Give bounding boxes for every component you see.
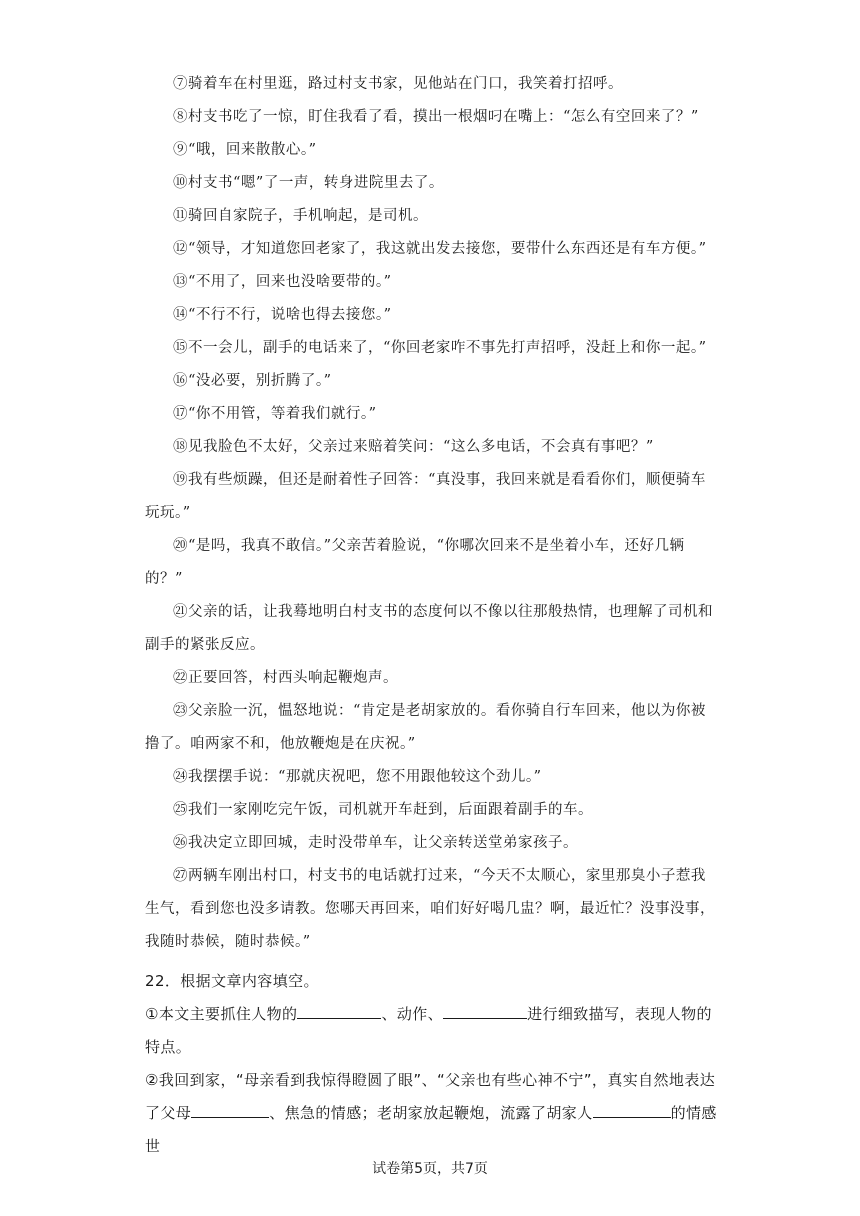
paragraph-12: ⑫“领导，才知道您回老家了，我这就出发去接您，要带什么东西还是有车方便。”: [173, 241, 707, 257]
paragraph-22: ㉒正要回答，村西头响起鞭炮声。: [173, 670, 398, 686]
paragraph-17: ⑰“你不用管，等着我们就行。”: [173, 406, 377, 422]
item-1-text-c: 进行细致描写，表现人物的特点。: [145, 1005, 712, 1056]
answer-blank-4[interactable]: [593, 1100, 671, 1118]
paragraph-18: ⑱见我脸色不太好，父亲过来赔着笑问：“这么多电话，不会真有事吧？”: [173, 439, 654, 455]
question-item-2: [145, 1064, 725, 1163]
answer-blank-2[interactable]: [443, 1001, 527, 1019]
answer-blank-3[interactable]: [191, 1100, 269, 1118]
item-2-text-c: 的情感世: [145, 1104, 717, 1155]
question-item-1: [145, 998, 725, 1064]
paragraph-15: ⑮不一会儿，副手的电话来了，“你回老家咋不事先打声招呼，没赶上和你一起。”: [173, 340, 707, 356]
item-2-text-b: 、焦急的情感；老胡家放起鞭炮，流露了胡家人: [269, 1104, 593, 1122]
paragraph-10: ⑩村支书“嗯”了一声，转身进院里去了。: [173, 175, 444, 191]
paragraph-11: ⑪骑回自家院子，手机响起，是司机。: [173, 208, 428, 224]
answer-blank-1[interactable]: [297, 1001, 381, 1019]
paragraph-19: ⑲我有些烦躁，但还是耐着性子回答：“真没事，我回来就是看看你们，顺便骑车玩玩。”: [145, 472, 706, 521]
paragraph-21: ㉑父亲的话，让我蓦地明白村支书的态度何以不像以往那般热情，也理解了司机和副手的紧张反应。: [145, 604, 713, 653]
paragraph-25: ㉕我们一家刚吃完午饭，司机就开车赶到，后面跟着副手的车。: [173, 802, 593, 818]
item-2-text-a: ②我回到家，“母亲看到我惊得瞪圆了眼”、“父亲也有些心神不宁”，真实自然地表达了父母: [145, 1071, 716, 1122]
paragraph-8: ⑧村支书吃了一惊，盯住我看了看，摸出一根烟叼在嘴上：“怎么有空回来了？”: [173, 109, 699, 125]
paragraph-7: ⑦骑着车在村里逛，路过村支书家，见他站在门口，我笑着打招呼。: [173, 76, 623, 92]
paragraph-13: ⑬“不用了，回来也没啥要带的。”: [173, 274, 392, 290]
paragraph-24: ㉔我摆摆手说：“那就庆祝吧，您不用跟他较这个劲儿。”: [173, 769, 542, 785]
paragraph-20: ⑳“是吗，我真不敢信。”父亲苦着脸说，“你哪次回来不是坐着小车，还好几辆的？”: [145, 538, 685, 587]
paragraph-26: ㉖我决定立即回城，走时没带单车，让父亲转送堂弟家孩子。: [173, 835, 578, 851]
paragraph-9: ⑨“哦，回来散散心。”: [173, 142, 317, 158]
paragraph-14: ⑭“不行不行，说啥也得去接您。”: [173, 307, 392, 323]
paragraph-23: ㉓父亲脸一沉，愠怒地说：“肯定是老胡家放的。看你骑自行车回来，他以为你被撸了。咱两家不和，他放鞭炮是在庆祝。”: [145, 703, 706, 752]
paragraph-16: ⑯“没必要，别折腾了。”: [173, 373, 332, 389]
paragraph-27: ㉗两辆车刚出村口，村支书的电话就打过来，“今天不太顺心，家里那臭小子惹我生气，看到您也没多请教。您哪天再回来，咱们好好喝几盅？啊，最近忙？没事没事，我随时恭候，随时恭候。”: [145, 868, 715, 950]
question-title: 22．根据文章内容填空。: [145, 972, 319, 990]
item-1-text-a: ①本文主要抓住人物的: [145, 1005, 298, 1023]
page-footer: 试卷第5页，共7页: [372, 1161, 488, 1177]
item-1-text-b: 、动作、: [381, 1005, 444, 1023]
